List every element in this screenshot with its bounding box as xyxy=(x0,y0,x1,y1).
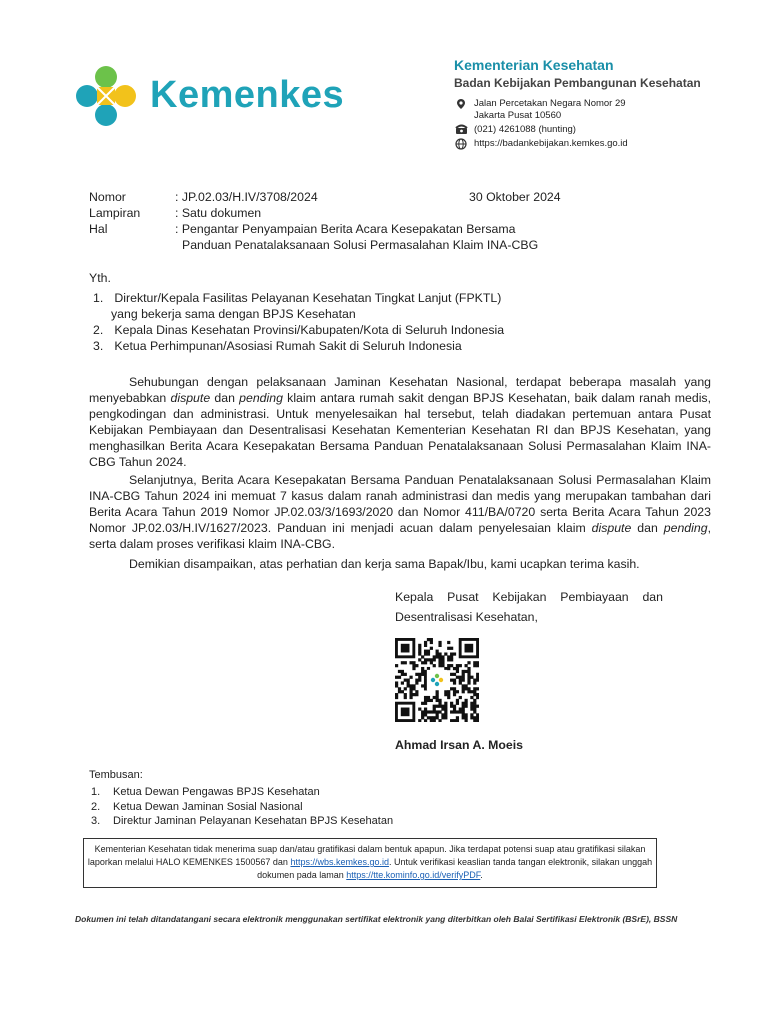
address-block xyxy=(455,98,626,121)
list-item xyxy=(91,785,393,800)
list-item xyxy=(91,814,393,829)
cc-label: Tembusan: xyxy=(89,769,143,781)
lampiran-value: : Satu dokumen xyxy=(175,206,262,220)
logo-wordmark: Kemenkes xyxy=(150,74,345,116)
list-item xyxy=(93,322,504,338)
lampiran-label: Lampiran xyxy=(89,206,141,220)
nomor-label: Nomor xyxy=(89,190,126,204)
kemenkes-logo-icon xyxy=(74,64,138,128)
list-number: 1. xyxy=(93,291,104,305)
notice-text-2: . Untuk verifikasi keaslian tanda tangan elektronik, silakan unggah dokumen pada laman xyxy=(257,857,653,880)
signatory-title-line-1: Kepala Pusat Kebijakan Pembiayaan dan xyxy=(395,590,663,604)
paragraph-3: Demikian disampaikan, atas perhatian dan kerja sama Bapak/Ibu, kami ucapkan terima kasih. xyxy=(129,557,640,571)
address-line-2: Jakarta Pusat 10560 xyxy=(474,110,562,121)
notice-text-1: Kementerian Kesehatan tidak menerima suap dan/atau gratifikasi dalam bentuk apapun. Jika terdapat potensi suap atau gratifikasi silakan laporkan melalui HALO KEMENKES 1500567 dan xyxy=(87,844,646,867)
p1-dispute: dispute xyxy=(170,391,211,405)
cc-text: Direktur Jaminan Pelayanan Kesehatan BPJS Kesehatan xyxy=(113,815,394,827)
list-item xyxy=(93,338,504,354)
phone-number: (021) 4261088 (hunting) xyxy=(474,124,576,135)
p1-text-c: klaim antara rumah sakit dengan BPJS Kesehatan, baik dalam ranah medis, pengkodingan dan administrasi. Untuk menyelesaikan hal tersebut, telah diadakan pertemuan antara Pusat Kebijakan Pembiayaan dan Desentralisasi Kesehatan Kementerian Kesehatan RI dan BPJS Kesehatan, yang menghasilkan Berita Acara Kesepakatan Bersama Panduan Penatalaksanaan Solusi Permasalahan Klaim INA-CBG Tahun 2024. xyxy=(89,391,711,469)
hal-label: Hal xyxy=(89,222,108,236)
cc-list xyxy=(91,785,393,829)
recipient-text: Ketua Perhimpunan/Asosiasi Rumah Sakit di Seluruh Indonesia xyxy=(114,339,462,353)
salutation: Yth. xyxy=(89,271,111,285)
list-item xyxy=(93,290,504,306)
cc-text: Ketua Dewan Jaminan Sosial Nasional xyxy=(113,800,303,813)
list-number: 2. xyxy=(93,323,104,337)
p1-text-a: Sehubungan dengan pelaksanaan Jaminan Kesehatan Nasional, terdapat beberapa masalah yang menyebabkan xyxy=(89,375,711,405)
recipient-list xyxy=(93,290,504,354)
phone-block xyxy=(455,124,576,136)
signatory-title-line-2: Desentralisasi Kesehatan, xyxy=(395,610,538,624)
recipient-text: Direktur/Kepala Fasilitas Pelayanan Kesehatan Tingkat Lanjut (FPKTL) xyxy=(114,291,502,305)
p2-text-c: , serta dalam proses verifikasi klaim INA-CBG. xyxy=(89,521,711,551)
p1-pending: pending xyxy=(239,391,283,405)
signatory-title xyxy=(395,589,663,625)
list-item xyxy=(91,800,393,815)
location-pin-icon xyxy=(455,98,468,110)
hal-value-line-2: Panduan Penatalaksanaan Solusi Permasalahan Klaim INA-CBG xyxy=(182,238,539,252)
paragraph-1 xyxy=(89,374,711,470)
globe-icon xyxy=(455,138,468,150)
cc-text: Ketua Dewan Pengawas BPJS Kesehatan xyxy=(113,786,320,798)
p2-dispute: dispute xyxy=(591,521,632,535)
notice-text-3: . xyxy=(480,870,483,880)
paragraph-2 xyxy=(89,472,711,552)
qr-code-signature-icon xyxy=(395,638,479,722)
list-number: 3. xyxy=(93,339,104,353)
recipient-text-cont: yang bekerja sama dengan BPJS Kesehatan xyxy=(111,307,356,321)
list-number: 1. xyxy=(91,786,101,798)
letter-date: 30 Oktober 2024 xyxy=(469,190,561,204)
p2-pending: pending xyxy=(663,521,708,535)
anti-bribery-notice xyxy=(83,838,657,888)
institution-name: Kementerian Kesehatan xyxy=(454,57,614,73)
hal-value-line-1: : Pengantar Penyampaian Berita Acara Kesepakatan Bersama xyxy=(175,222,516,236)
wbs-link[interactable]: https://wbs.kemkes.go.id xyxy=(290,857,389,867)
list-number: 3. xyxy=(91,815,101,827)
p2-text-b: dan xyxy=(631,521,664,535)
p2-text-a: Selanjutnya, Berita Acara Kesepakatan Bersama Panduan Penatalaksanaan Solusi Permasalahan Klaim INA-CBG Tahun 2024 ini memuat 7 kasus dalam ranah administrasi dan medis yang merupakan tambahan dari Berita Acara Tahun 2019 Nomor JP.02.03/3/1693/2020 dan Nomor 411/BA/0720 serta Berita Acara Tahun 2023 Nomor JP.02.03/H.IV/1627/2023. Panduan ini menjadi acuan dalam penyelesaian klaim xyxy=(89,473,711,535)
website-link[interactable]: https://badankebijakan.kemkes.go.id xyxy=(474,138,628,149)
list-number: 2. xyxy=(91,800,101,813)
signatory-name: Ahmad Irsan A. Moeis xyxy=(395,738,524,752)
address-line-1: Jalan Percetakan Negara Nomor 29 xyxy=(474,98,626,109)
website-block xyxy=(455,138,628,150)
recipient-text: Kepala Dinas Kesehatan Provinsi/Kabupaten/Kota di Seluruh Indonesia xyxy=(114,323,505,337)
electronic-signature-footer: Dokumen ini telah ditandatangani secara elektronik menggunakan sertifikat elektronik yang diterbitkan oleh Balai Sertifikasi Elektronik (BSrE), BSSN xyxy=(75,914,678,924)
nomor-value: : JP.02.03/H.IV/3708/2024 xyxy=(175,190,318,204)
agency-name: Badan Kebijakan Pembangunan Kesehatan xyxy=(454,76,701,90)
p1-text-b: dan xyxy=(210,391,240,405)
verify-pdf-link[interactable]: https://tte.kominfo.go.id/verifyPDF xyxy=(346,870,481,880)
phone-icon xyxy=(455,124,468,136)
